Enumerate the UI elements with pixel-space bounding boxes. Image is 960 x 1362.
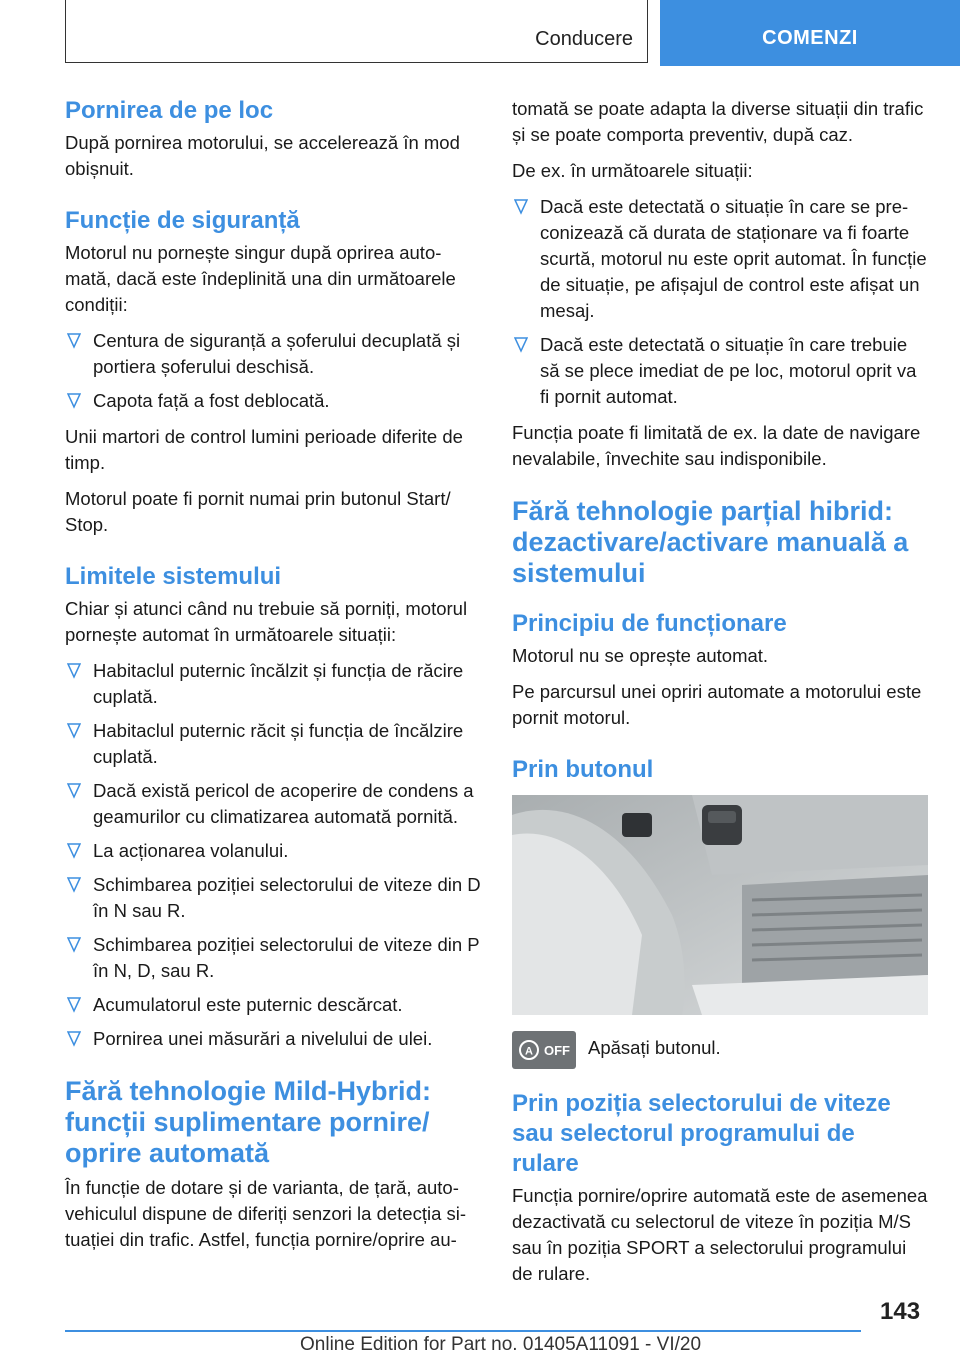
paragraph: Funcția pornire/oprire automată este de asemenea dezactivată cu selectorul de viteze în poziția M/S sau în poziția SPORT a selectorului programului de rulare.	[512, 1185, 928, 1284]
auto-start-stop-off-icon	[512, 1031, 576, 1069]
paragraph: Unii martori de control lumini perioade diferite de timp.	[65, 426, 463, 473]
paragraph: Motorul nu pornește singur după oprirea automată, dacă este îndeplinită una din următoarele condiții:	[65, 242, 456, 315]
section-title: Conducere	[535, 28, 633, 50]
heading-mild-hybrid: Fără tehnologie Mild-Hybrid: funcții suplimentare pornire/ oprire automată	[65, 1076, 432, 1168]
bullet-list	[512, 194, 928, 410]
paragraph: tomată se poate adapta la diverse situații din trafic și se poate comporta preventiv, după caz.	[512, 98, 924, 145]
svg-text:A: A	[525, 1045, 533, 1058]
heading-principiu: Principiu de funcționare	[512, 610, 787, 637]
list-item	[65, 328, 481, 380]
left-column	[65, 96, 481, 1263]
list-item	[65, 838, 481, 864]
list-item	[65, 388, 481, 414]
paragraph: În funcție de dotare și de varianta, de țară, autovehiculul dispune de diferiți senzori la detecția situației din trafic. Astfel, funcția pornire/oprire au-	[65, 1177, 467, 1250]
paragraph: Funcția poate fi limitată de ex. la date de navigare nevalabile, învechite sau indisponibile.	[512, 422, 921, 469]
section-header-box	[65, 0, 648, 63]
footer-edition: Online Edition for Part no. 01405A11091 - VI/20	[300, 1334, 702, 1355]
list-item	[65, 1026, 481, 1052]
bullet-list	[65, 328, 481, 414]
triangle-bullet-icon	[67, 723, 81, 739]
triangle-bullet-icon	[67, 333, 81, 349]
list-item	[65, 658, 481, 710]
triangle-bullet-icon	[67, 1031, 81, 1047]
list-item	[65, 872, 481, 924]
list-item-text: Habitaclul puternic încălzit și funcția de răcire cuplată.	[93, 660, 464, 707]
heading-selector-viteze: Prin poziția selectorului de viteze sau selectorul programului de rulare	[512, 1090, 891, 1177]
paragraph: De ex. în următoarele situații:	[512, 160, 753, 181]
paragraph: Motorul poate fi pornit numai prin butonul Start/ Stop.	[65, 488, 451, 535]
list-item-text: Dacă este detectată o situație în care trebuie să se plece imediat de pe loc, motorul oprit va fi pornit automat.	[540, 334, 917, 407]
icon-off-label: OFF	[544, 1043, 570, 1058]
list-item-text: Capota față a fost deblocată.	[93, 390, 330, 411]
list-item-text: Dacă este detectată o situație în care se preconizează că durata de staționare va fi foarte scurtă, motorul nu este oprit automat. În funcție de situație, pe afișajul de control este afișat un mesaj.	[540, 196, 927, 321]
list-item	[512, 194, 928, 324]
triangle-bullet-icon	[67, 997, 81, 1013]
triangle-bullet-icon	[67, 663, 81, 679]
list-item-text: Habitaclul puternic răcit și funcția de încălzire cuplată.	[93, 720, 464, 767]
paragraph: După pornirea motorului, se accelerează în mod obișnuit.	[65, 132, 460, 179]
list-item	[65, 992, 481, 1018]
list-item	[512, 332, 928, 410]
chapter-tab: COMENZI	[660, 0, 960, 66]
right-column	[512, 96, 928, 1297]
triangle-bullet-icon	[514, 337, 528, 353]
button-instruction	[512, 1031, 928, 1069]
list-item-text: La acționarea volanului.	[93, 840, 289, 861]
paragraph: Motorul nu se oprește automat.	[512, 645, 769, 666]
heading-functie-siguranta: Funcție de siguranță	[65, 207, 300, 234]
list-item-text: Pornirea unei măsurări a nivelului de ulei.	[93, 1028, 433, 1049]
triangle-bullet-icon	[67, 783, 81, 799]
heading-partial-hibrid: Fără tehnologie parțial hibrid: dezactivare/activare manuală a sistemului	[512, 496, 909, 588]
page-header	[0, 0, 960, 66]
triangle-bullet-icon	[67, 877, 81, 893]
heading-pornirea: Pornirea de pe loc	[65, 97, 274, 124]
triangle-bullet-icon	[514, 199, 528, 215]
heading-limitele-sistemului: Limitele sistemului	[65, 563, 282, 590]
triangle-bullet-icon	[67, 843, 81, 859]
button-instruction-text: Apăsați butonul.	[588, 1037, 721, 1058]
list-item	[65, 718, 481, 770]
list-item	[65, 932, 481, 984]
list-item	[65, 778, 481, 830]
triangle-bullet-icon	[67, 937, 81, 953]
list-item-text: Dacă există pericol de acoperire de condens a geamurilor cu climatizarea automată pornită.	[93, 780, 474, 827]
list-item-text: Schimbarea poziției selectorului de viteze din P în N, D, sau R.	[93, 934, 480, 981]
paragraph: Chiar și atunci când nu trebuie să porniți, motorul pornește automat în următoarele situații:	[65, 598, 468, 645]
paragraph: Pe parcursul unei opriri automate a motorului este pornit motorul.	[512, 681, 922, 728]
list-item-text: Schimbarea poziției selectorului de viteze din D în N sau R.	[93, 874, 481, 921]
footer-divider	[65, 1330, 861, 1332]
triangle-bullet-icon	[67, 393, 81, 409]
list-item-text: Centura de siguranță a șoferului decuplată și portiera șoferului deschisă.	[93, 330, 461, 377]
bullet-list	[65, 658, 481, 1052]
heading-prin-butonul: Prin butonul	[512, 756, 654, 783]
page-number: 143	[880, 1298, 921, 1325]
dashboard-button-photo	[512, 795, 928, 1015]
list-item-text: Acumulatorul este puternic descărcat.	[93, 994, 403, 1015]
